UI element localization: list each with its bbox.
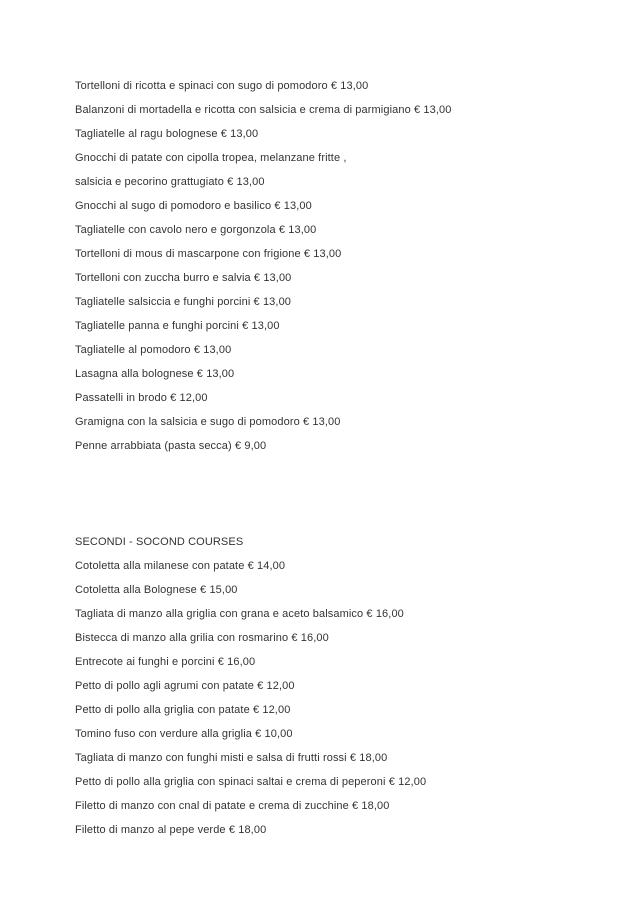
menu-item-line: Tortelloni con zuccha burro e salvia € 13,00: [75, 272, 292, 284]
menu-item-line: Gramigna con la salsicia e sugo di pomodoro € 13,00: [75, 416, 341, 428]
menu-item-line: Petto di pollo alla griglia con spinaci saltai e crema di peperoni € 12,00: [75, 776, 427, 788]
menu-item-line: Tagliata di manzo alla griglia con grana e aceto balsamico € 16,00: [75, 608, 404, 620]
menu-item-line: Bistecca di manzo alla grilia con rosmarino € 16,00: [75, 632, 329, 644]
menu-item-line: Penne arrabbiata (pasta secca) € 9,00: [75, 440, 267, 452]
menu-item-line: Gnocchi di patate con cipolla tropea, melanzane fritte ,: [75, 152, 347, 164]
menu-item-line: Petto di pollo alla griglia con patate € 12,00: [75, 704, 291, 716]
menu-item-line: Gnocchi al sugo di pomodoro e basilico € 13,00: [75, 200, 312, 212]
menu-item-line: Passatelli in brodo € 12,00: [75, 392, 208, 404]
menu-item-line: Tortelloni di mous di mascarpone con frigione € 13,00: [75, 248, 342, 260]
menu-section-primi: [75, 74, 575, 458]
menu-item-line: Tomino fuso con verdure alla griglia € 10,00: [75, 728, 293, 740]
section-heading-secondi: SECONDI - SOCOND COURSES: [75, 536, 244, 548]
menu-item-line: Petto di pollo agli agrumi con patate € 12,00: [75, 680, 295, 692]
menu-item-line: Tortelloni di ricotta e spinaci con sugo di pomodoro € 13,00: [75, 80, 369, 92]
menu-section-secondi: [75, 530, 575, 842]
section-spacer: [75, 458, 575, 530]
menu-item-line: Balanzoni di mortadella e ricotta con salsicia e crema di parmigiano € 13,00: [75, 104, 452, 116]
menu-item-line: Tagliatelle panna e funghi porcini € 13,00: [75, 320, 280, 332]
menu-item-line: Filetto di manzo al pepe verde € 18,00: [75, 824, 267, 836]
menu-item-line: Lasagna alla bolognese € 13,00: [75, 368, 235, 380]
document-text-body: [75, 74, 575, 842]
menu-item-line: Cotoletta alla milanese con patate € 14,00: [75, 560, 286, 572]
menu-item-line: Cotoletta alla Bolognese € 15,00: [75, 584, 238, 596]
menu-item-line: Tagliatelle al pomodoro € 13,00: [75, 344, 232, 356]
menu-item-line: Filetto di manzo con cnal di patate e crema di zucchine € 18,00: [75, 800, 390, 812]
menu-item-line: Entrecote ai funghi e porcini € 16,00: [75, 656, 256, 668]
menu-item-line: Tagliatelle salsiccia e funghi porcini € 13,00: [75, 296, 292, 308]
menu-item-line: Tagliatelle con cavolo nero e gorgonzola € 13,00: [75, 224, 317, 236]
menu-item-line: Tagliatelle al ragu bolognese € 13,00: [75, 128, 259, 140]
menu-item-line-continuation: salsicia e pecorino grattugiato € 13,00: [75, 176, 265, 188]
menu-item-line: Tagliata di manzo con funghi misti e salsa di frutti rossi € 18,00: [75, 752, 388, 764]
